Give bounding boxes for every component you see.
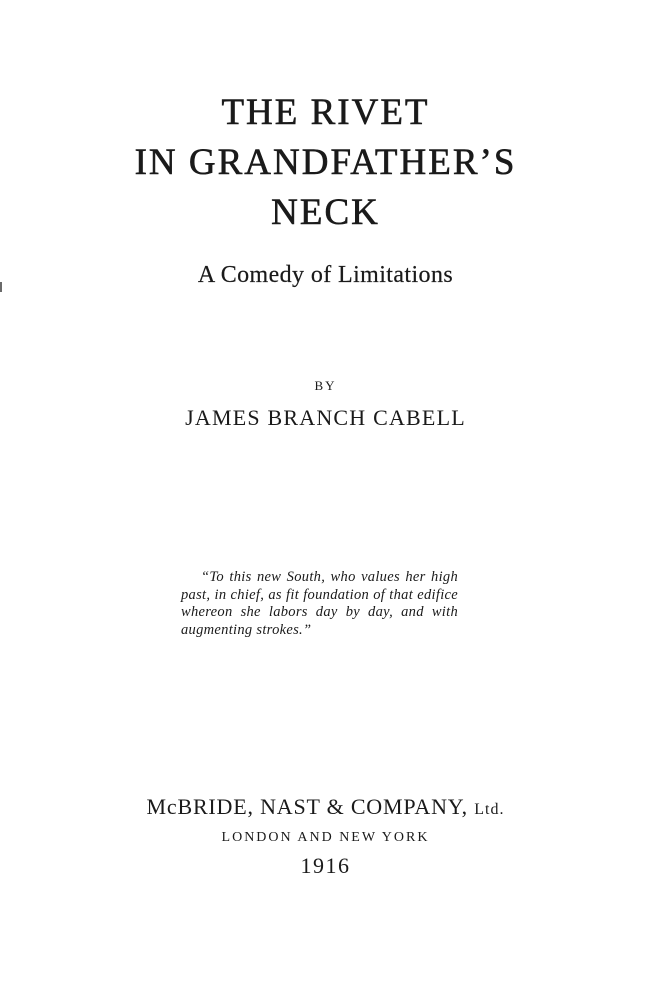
book-title [0,88,651,238]
title-line-1: THE RIVET [221,92,430,133]
publisher-name: McBRIDE, NAST & COMPANY, [146,794,468,819]
epigraph-line-3: whereon she labors day by day, and with [181,604,458,620]
publisher-line [0,794,651,820]
title-line-2: IN GRANDFATHER’S [134,142,517,183]
byline-by: BY [314,378,337,393]
book-subtitle: A Comedy of Limitations [197,262,454,288]
publisher-cities: LONDON AND NEW YORK [221,830,430,845]
epigraph-line-1: “To this new South, who values her high [201,569,458,585]
epigraph-line-4: augmenting strokes.” [181,621,312,638]
author-name: JAMES BRANCH CABELL [185,405,466,430]
title-line-3: NECK [271,192,380,233]
publication-year: 1916 [300,853,351,878]
publisher-suffix: Ltd. [474,801,505,818]
epigraph [181,569,458,639]
epigraph-line-2: past, in chief, as fit foundation of that edifice [181,586,458,603]
